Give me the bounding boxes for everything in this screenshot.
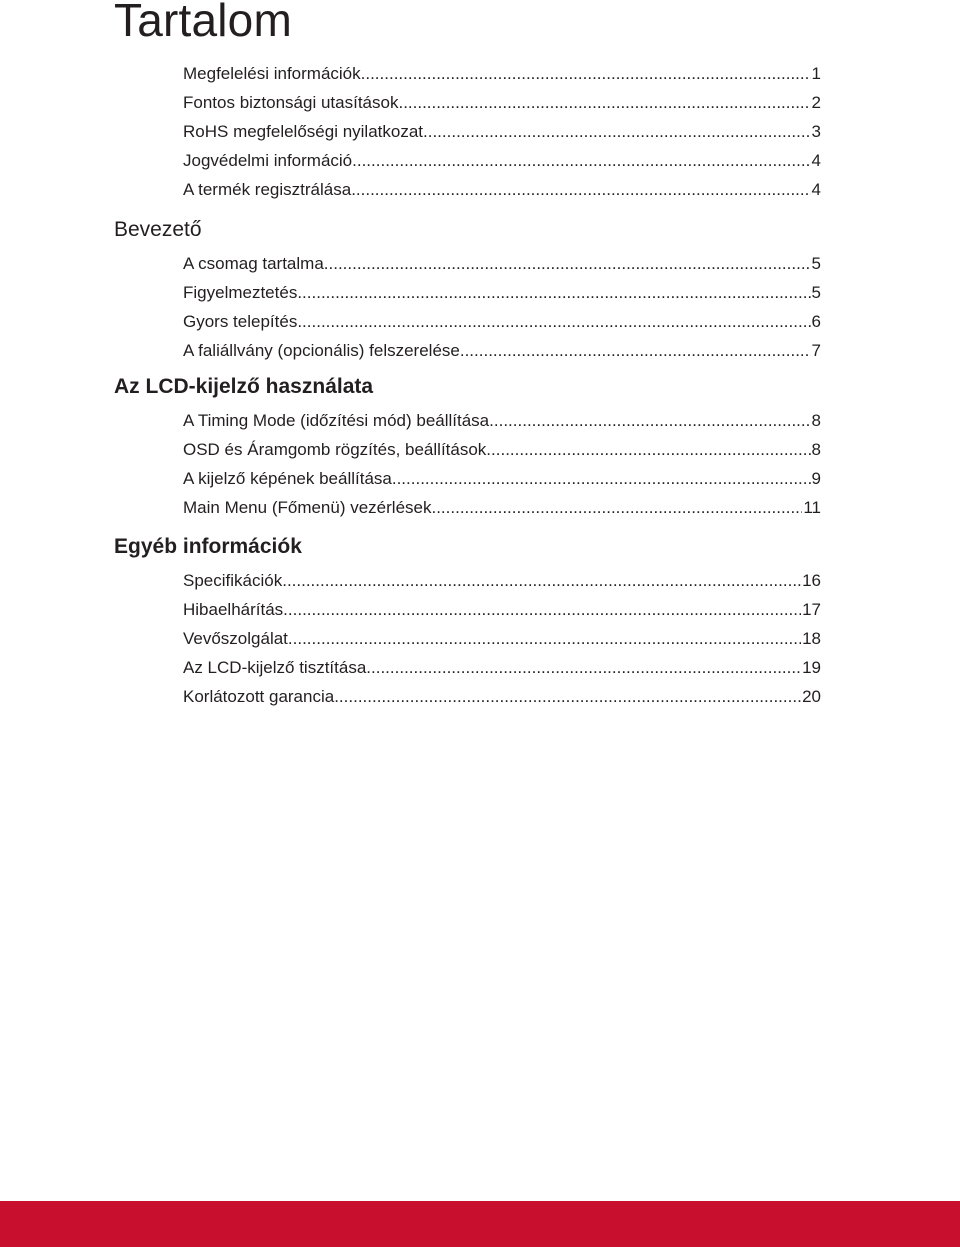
- toc-entry[interactable]: [183, 598, 821, 622]
- footer-bar: [0, 1201, 960, 1247]
- toc-entry-page: 16: [802, 571, 821, 590]
- toc-leader-dots: [282, 569, 801, 593]
- toc-entry-page: 2: [811, 93, 821, 112]
- toc-entry-page: 8: [811, 411, 821, 430]
- toc-entry-label: Figyelmeztetés: [183, 283, 298, 302]
- toc-entry[interactable]: [183, 178, 821, 202]
- toc-leader-dots: [431, 496, 802, 520]
- toc-entry-label: Fontos biztonsági utasítások: [183, 93, 399, 112]
- toc-entry-page: 11: [803, 498, 821, 517]
- toc-leader-dots: [297, 310, 810, 334]
- toc-entry-label: A faliállvány (opcionális) felszerelése: [183, 341, 460, 360]
- toc-entry-page: 19: [802, 658, 821, 677]
- toc-entry-label: OSD és Áramgomb rögzítés, beállítások: [183, 440, 487, 459]
- toc-entry[interactable]: [183, 656, 821, 680]
- toc-entry[interactable]: [183, 339, 821, 363]
- toc-leader-dots: [361, 62, 811, 86]
- toc-entry-label: Vevőszolgálat: [183, 629, 288, 648]
- toc-entry-label: Specifikációk: [183, 571, 283, 590]
- toc-entry[interactable]: [183, 252, 821, 276]
- section-heading-lcd-hasznalata: Az LCD-kijelző használata: [114, 375, 374, 398]
- toc-leader-dots: [283, 598, 801, 622]
- toc-entry-label: A csomag tartalma: [183, 254, 324, 273]
- toc-entry-label: A termék regisztrálása: [183, 180, 352, 199]
- toc-entry[interactable]: [183, 91, 821, 115]
- toc-entry-page: 20: [802, 687, 821, 706]
- toc-entry[interactable]: [183, 149, 821, 173]
- toc-entry-page: 6: [811, 312, 821, 331]
- toc-entry-page: 4: [811, 151, 821, 170]
- toc-leader-dots: [352, 149, 810, 173]
- toc-leader-dots: [489, 409, 810, 433]
- toc-entry-page: 18: [802, 629, 821, 648]
- toc-entry-label: Az LCD-kijelző tisztítása: [183, 658, 367, 677]
- toc-leader-dots: [366, 656, 801, 680]
- toc-entry[interactable]: [183, 438, 821, 462]
- toc-entry-label: Korlátozott garancia: [183, 687, 335, 706]
- toc-entry-page: 1: [811, 64, 821, 83]
- toc-entry[interactable]: [183, 120, 821, 144]
- toc-entry-label: Main Menu (Főmenü) vezérlések: [183, 498, 432, 517]
- toc-entry-label: A kijelző képének beállítása: [183, 469, 392, 488]
- toc-entry-label: A Timing Mode (időzítési mód) beállítása: [183, 411, 490, 430]
- toc-entry-page: 9: [811, 469, 821, 488]
- toc-leader-dots: [398, 91, 810, 115]
- toc-entry-page: 7: [811, 341, 821, 360]
- toc-entry-label: RoHS megfelelőségi nyilatkozat: [183, 122, 424, 141]
- toc-leader-dots: [351, 178, 810, 202]
- toc-entry-page: 8: [811, 440, 821, 459]
- toc-leader-dots: [297, 281, 810, 305]
- toc-entry[interactable]: [183, 310, 821, 334]
- toc-entry-page: 5: [811, 254, 821, 273]
- toc-entry[interactable]: [183, 496, 821, 520]
- toc-leader-dots: [486, 438, 810, 462]
- toc-leader-dots: [423, 120, 811, 144]
- toc-entry[interactable]: [183, 627, 821, 651]
- toc-entry[interactable]: [183, 467, 821, 491]
- toc-entry[interactable]: [183, 409, 821, 433]
- toc-entry[interactable]: [183, 685, 821, 709]
- toc-entry-label: Megfelelési információk: [183, 64, 361, 83]
- toc-entry-label: Hibaelhárítás: [183, 600, 284, 619]
- toc-entry-label: Gyors telepítés: [183, 312, 298, 331]
- toc-entry-page: 3: [811, 122, 821, 141]
- toc-entry-label: Jogvédelmi információ: [183, 151, 353, 170]
- section-heading-egyeb-informaciok: Egyéb információk: [114, 535, 302, 558]
- toc-leader-dots: [460, 339, 811, 363]
- toc-entry-page: 4: [811, 180, 821, 199]
- toc-leader-dots: [288, 627, 801, 651]
- toc-entry[interactable]: [183, 569, 821, 593]
- section-heading-bevezeto: Bevezető: [114, 218, 202, 241]
- toc-leader-dots: [392, 467, 811, 491]
- page-title: Tartalom: [114, 0, 292, 46]
- toc-leader-dots: [324, 252, 811, 276]
- toc-entry-page: 17: [802, 600, 821, 619]
- toc-leader-dots: [334, 685, 801, 709]
- toc-entry[interactable]: [183, 62, 821, 86]
- toc-entry-page: 5: [811, 283, 821, 302]
- toc-entry[interactable]: [183, 281, 821, 305]
